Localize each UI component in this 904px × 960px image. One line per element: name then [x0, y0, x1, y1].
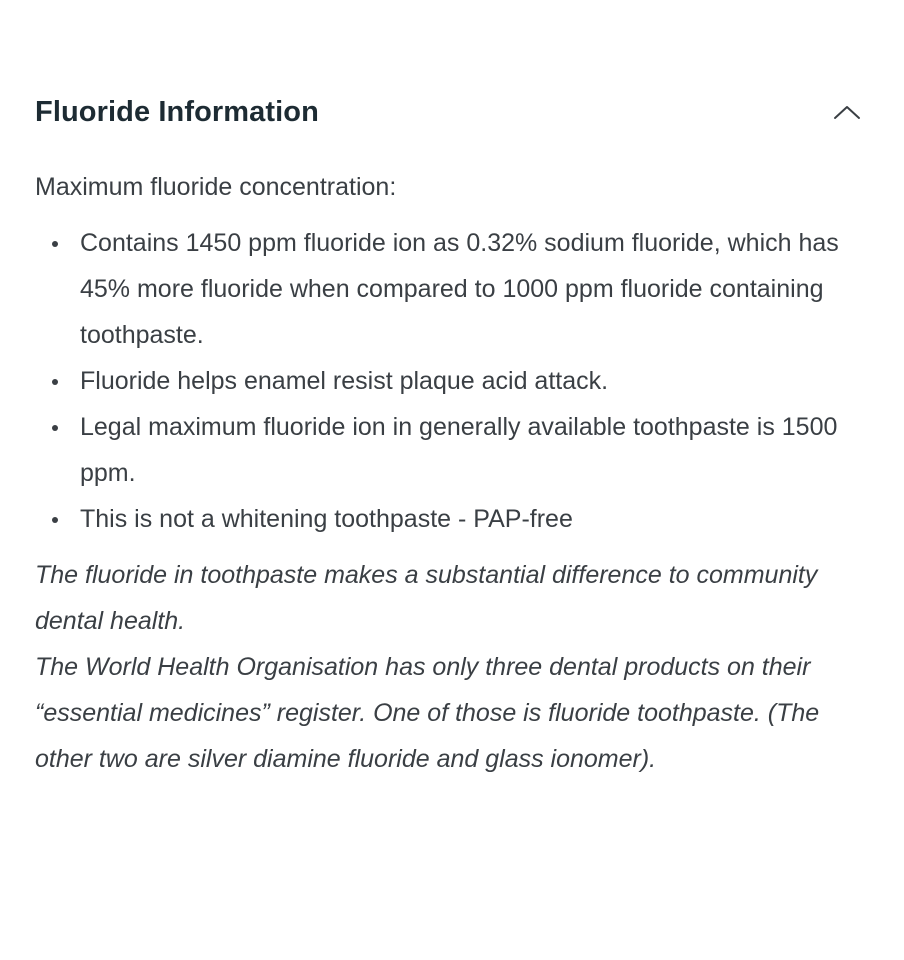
bullet-item	[35, 358, 880, 404]
bullet-text: Contains 1450 ppm fluoride ion as 0.32% sodium fluoride, which has 45% more fluoride when compared to 1000 ppm fluoride containing toothpaste.	[80, 229, 839, 349]
accordion-header[interactable]	[35, 90, 869, 134]
bullet-dot	[52, 425, 58, 431]
note-paragraph: The World Health Organisation has only three dental products on their “essential medicines” register. One of those is fluoride toothpaste. (The other two are silver diamine fluoride and glass ionomer).	[35, 653, 820, 773]
bullet-text: This is not a whitening toothpaste - PAP-free	[80, 505, 573, 533]
bullet-list	[35, 220, 880, 542]
note-paragraph: The fluoride in toothpaste makes a substantial difference to community dental health.	[35, 561, 818, 635]
italic-notes	[35, 552, 880, 782]
bullet-dot	[52, 379, 58, 385]
bullet-dot	[52, 517, 58, 523]
bullet-item	[35, 220, 880, 358]
bullet-text: Fluoride helps enamel resist plaque acid attack.	[80, 367, 609, 395]
accordion-content	[35, 164, 880, 782]
bullet-text: Legal maximum fluoride ion in generally available toothpaste is 1500 ppm.	[80, 413, 838, 487]
chevron-up-icon	[833, 104, 861, 120]
bullet-item	[35, 404, 880, 496]
collapse-toggle-button[interactable]	[829, 98, 865, 126]
bullet-dot	[52, 241, 58, 247]
section-title: Fluoride Information	[35, 96, 319, 128]
bullet-item	[35, 496, 880, 542]
intro-text: Maximum fluoride concentration:	[35, 173, 397, 201]
